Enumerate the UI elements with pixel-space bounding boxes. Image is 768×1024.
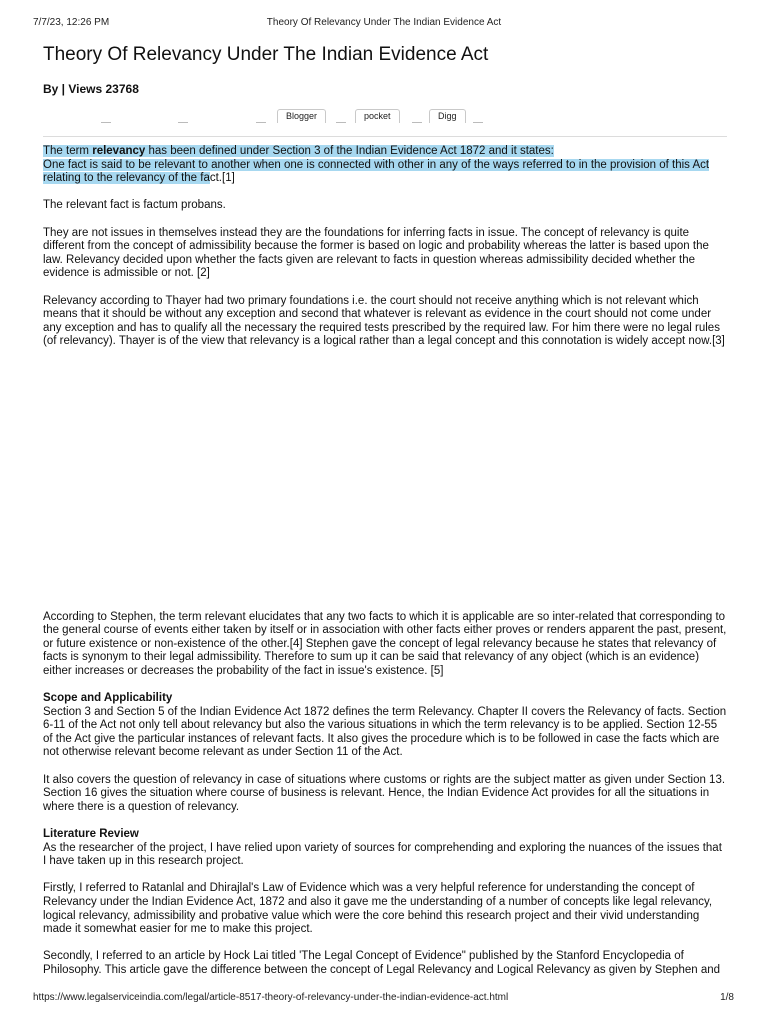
section-heading-literature: Literature Review	[43, 828, 139, 840]
share-blogger-button[interactable]: Blogger	[277, 109, 326, 123]
highlight-text: has been defined under Section 3 of the Indian Evidence Act 1872 and it states:	[145, 145, 554, 157]
highlight-keyword: relevancy	[92, 145, 146, 157]
print-footer-page: 1/8	[720, 992, 734, 1003]
ad-space	[43, 363, 727, 611]
share-placeholder[interactable]	[178, 122, 188, 123]
body-paragraph: Firstly, I referred to Ratanlal and Dhirajlal's Law of Evidence which was a very helpful reference for understanding the concept of Relevancy under the Indian Evidence Act, 1872 and also it gave me the understanding of a number of concepts like legal relevancy, logical relevancy, admissibility and probative value which were the core behind this research project and their vivid understanding made it somewhat easier for me to make this project.	[43, 882, 713, 936]
share-placeholder[interactable]	[412, 122, 422, 123]
section-heading-scope: Scope and Applicability	[43, 692, 173, 705]
print-header-title: Theory Of Relevancy Under The Indian Evidence Act	[266, 17, 502, 28]
quote-tail: ct.[1]	[209, 172, 235, 185]
article-byline: By | Views 23768	[43, 82, 139, 96]
definition-paragraph	[43, 145, 727, 186]
print-footer-url: https://www.legalserviceindia.com/legal/article-8517-theory-of-relevancy-under-the-indian-evidence-act.html	[33, 992, 509, 1003]
share-digg-button[interactable]: Digg	[429, 109, 466, 123]
highlight-text: The term	[43, 145, 93, 157]
body-paragraph: As the researcher of the project, I have relied upon variety of sources for comprehending and exploring the nuances of the issues that I have taken up in this research project.	[43, 841, 722, 868]
body-paragraph: Relevancy according to Thayer had two primary foundations i.e. the court should not receive anything which is not relevant which means that it should be without any exception and second that whatever is relevant as evidence in the court should not come under any exception and has to qualify all the necessary the required tests prescribed by the required law. For him there were no legal rules (of relevancy). Thayer is of the view that relevancy is a logical rather than a legal concept and this connotation is widely accept now.[3]	[43, 294, 725, 348]
share-placeholder[interactable]	[336, 122, 346, 123]
share-placeholder[interactable]	[473, 122, 483, 123]
body-paragraph: It also covers the question of relevancy in case of situations where customs or rights are the subject matter as given under Section 13. Section 16 gives the situation where course of business is relevant. Hence, the Indian Evidence Act provides for all the situations in where there is a question of relevancy.	[43, 773, 726, 813]
share-placeholder[interactable]	[101, 122, 111, 123]
body-paragraph: They are not issues in themselves instead they are the foundations for inferring facts in issue. The concept of relevancy is quite different from the concept of admissibility because the former is based on logic and probability whereas the latter is based upon the law. Relevancy decided upon whether the facts given are relevant to facts in question whereas admissibility decided whether the evidence is admissible or not. [2]	[43, 226, 709, 280]
share-pocket-button[interactable]: pocket	[355, 109, 400, 123]
print-header-datetime: 7/7/23, 12:26 PM	[33, 17, 110, 28]
content-divider	[43, 136, 727, 137]
body-paragraph: The relevant fact is factum probans.	[43, 199, 226, 212]
highlight-quote: One fact is said to be relevant to another when one is connected with other in any of the ways referred to in the provision of this Act relating to the relevancy of the fa	[43, 158, 710, 185]
body-paragraph: According to Stephen, the term relevant elucidates that any two facts to which it is applicable are so inter-related that corresponding to the general course of events either taken by itself or in association with other facts either proves or renders apparent the past, present, or future existence or non-existence of the other.[4] Stephen gave the concept of legal relevancy because he states that relevancy of facts is synonym to their legal admissibility. Therefore to sum up it can be said that relevancy of any object (which is an evidence) either increases or decreases the probability of the fact in issue's existence. [5]	[43, 610, 727, 677]
article-title: Theory Of Relevancy Under The Indian Evidence Act	[43, 44, 489, 65]
body-paragraph: Section 3 and Section 5 of the Indian Evidence Act 1872 defines the term Relevancy. Chapter II covers the Relevancy of facts. Section 6-11 of the Act not only tell about relevancy but also the various situations in which the term relevancy is to be applied. Section 12-55 of the Act give the particular instances of relevant facts. It also gives the procedure which is to be followed in case the facts which are not otherwise relevant become relevant as under Section 11 of the Act.	[43, 705, 727, 759]
article-body	[43, 145, 727, 991]
share-placeholder[interactable]	[256, 122, 266, 123]
body-paragraph: Secondly, I referred to an article by Hock Lai titled 'The Legal Concept of Evidence" published by the Stanford Encyclopedia of Philosophy. This article gave the difference between the concept of Legal Relevancy and Logical Relevancy as given by Stephen and	[43, 950, 721, 976]
share-bar	[0, 109, 768, 129]
